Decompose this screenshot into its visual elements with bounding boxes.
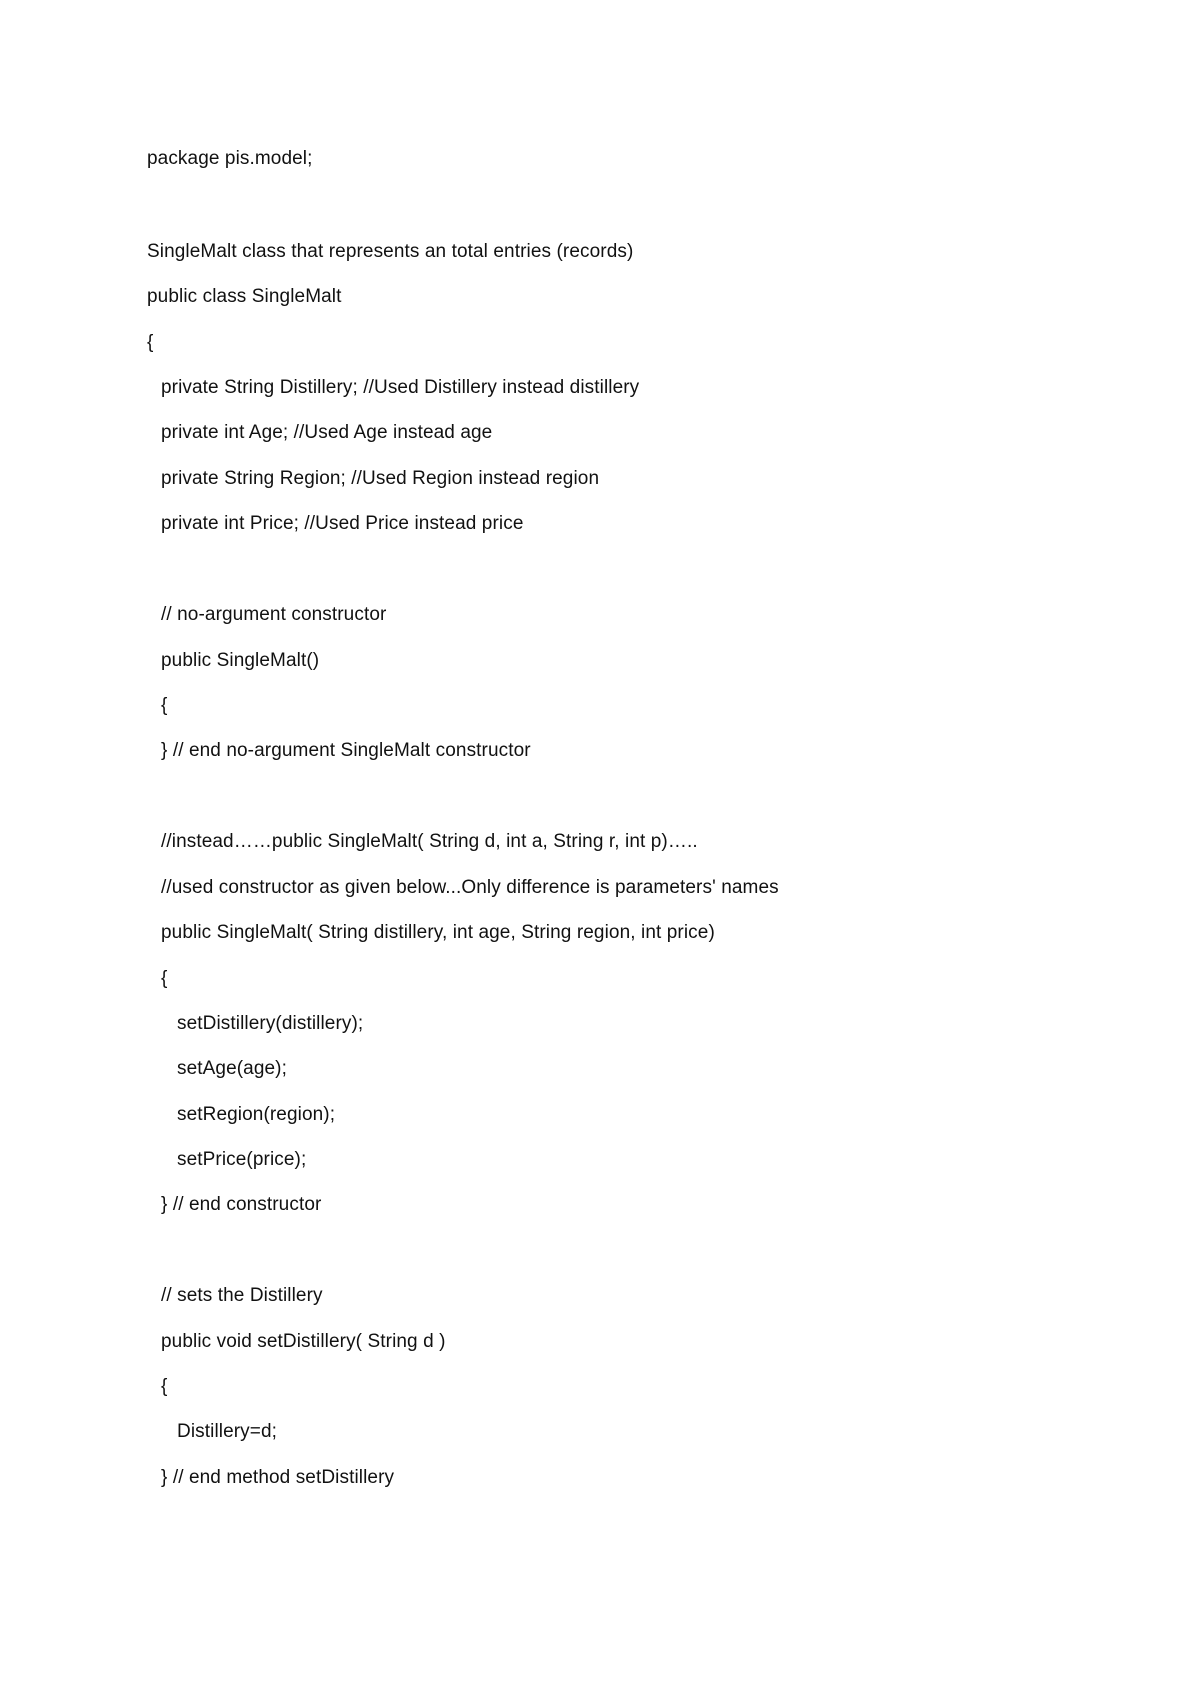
call-set-price: setPrice(price); bbox=[177, 1149, 307, 1170]
no-arg-constructor-open-brace: { bbox=[161, 695, 168, 716]
constructor-signature: public SingleMalt( String distillery, int age, String region, int price) bbox=[161, 922, 715, 943]
call-set-age: setAge(age); bbox=[177, 1058, 287, 1079]
class-description: SingleMalt class that represents an total entries (records) bbox=[147, 241, 634, 262]
field-age: private int Age; //Used Age instead age bbox=[161, 422, 493, 443]
set-distillery-open-brace: { bbox=[161, 1376, 168, 1397]
comment-instead-constructor: //instead……public SingleMalt( String d, int a, String r, int p)….. bbox=[161, 831, 698, 852]
package-declaration: package pis.model; bbox=[147, 148, 313, 169]
call-set-distillery: setDistillery(distillery); bbox=[177, 1013, 364, 1034]
no-arg-constructor-signature: public SingleMalt() bbox=[161, 650, 320, 671]
comment-used-constructor: //used constructor as given below...Only difference is parameters' names bbox=[161, 877, 779, 898]
set-distillery-close: } // end method setDistillery bbox=[161, 1467, 395, 1488]
call-set-region: setRegion(region); bbox=[177, 1104, 336, 1125]
class-open-brace: { bbox=[147, 332, 154, 353]
field-price: private int Price; //Used Price instead price bbox=[161, 513, 524, 534]
field-region: private String Region; //Used Region instead region bbox=[161, 468, 600, 489]
field-distillery: private String Distillery; //Used Distillery instead distillery bbox=[161, 377, 640, 398]
constructor-close: } // end constructor bbox=[161, 1194, 322, 1215]
set-distillery-signature: public void setDistillery( String d ) bbox=[161, 1331, 446, 1352]
class-declaration: public class SingleMalt bbox=[147, 286, 342, 307]
comment-no-arg-constructor: // no-argument constructor bbox=[161, 604, 387, 625]
no-arg-constructor-close: } // end no-argument SingleMalt constructor bbox=[161, 740, 531, 761]
comment-sets-distillery: // sets the Distillery bbox=[161, 1285, 323, 1306]
assign-distillery: Distillery=d; bbox=[177, 1421, 278, 1442]
constructor-open-brace: { bbox=[161, 968, 168, 989]
